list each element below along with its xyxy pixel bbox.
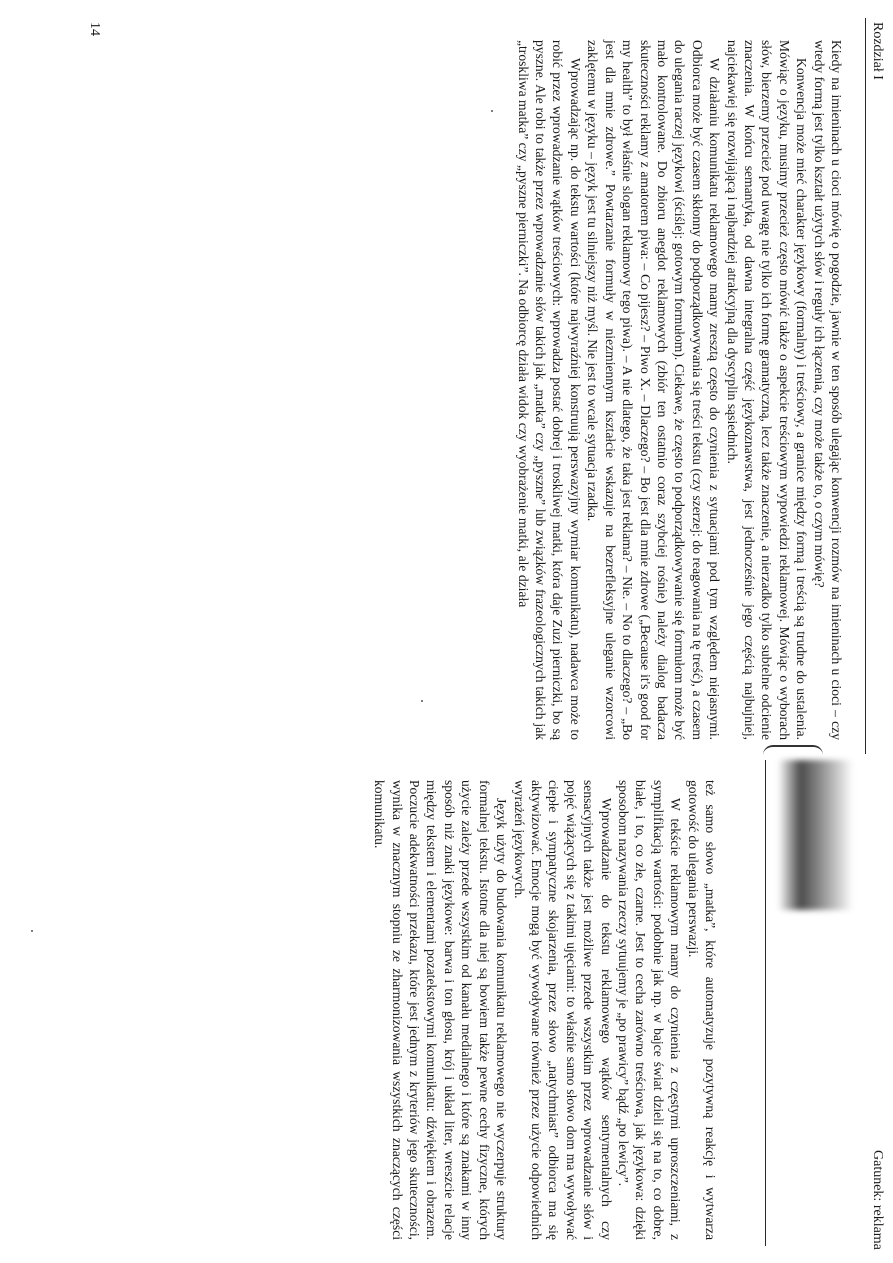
left-paragraph-4: Wprowadzając np. do tekstu wartości (które najwyraźniej konstruują perswazyjny wymiar komunikatu), nadawca może to robić przez wprowadzanie wątków treściowych: wprowadza postać dobrej i troskliwej matki, która daje Zuzi pierniczki, bo są pyszne. Ale robi to także przez wprowadzanie słów takich jak „matka” czy „pyszne” lub związków frazeologicznych takich jak „troskliwa matka” czy „pyszne pierniczki”. Na odbiorcę działa widok czy wyobrażenie matki, ale działa <box>515 40 583 740</box>
left-paragraph-1: Kiedy na imieninach u cioci mówię o pogodzie, jawnie w ten sposób ulegając konwencji rozmów na imieninach u cioci – czy wtedy formą jest tylko kształt użytych słów i reguły ich łączenia, czy może także to, o czym mówię? <box>811 40 844 740</box>
scan-speck <box>31 930 33 932</box>
book-spine-curve <box>763 745 823 761</box>
right-paragraph-2: W tekście reklamowym mamy do czynienia z częstymi uproszczeniami, z symplifikacją wartości: podobnie jak np. w bajce świat dzieli się na to, co dobre, białe, i to, co złe, czarne. Jest to cecha zarówno treściowa, jak językowa: dzięki sposobom nazywania rzeczy sytuujemy je „po prawicy” bądź „po lewicy”. <box>615 780 684 1240</box>
left-running-head: Rozdział I <box>870 22 885 80</box>
page-number: 14 <box>87 22 102 36</box>
left-page-body <box>514 40 845 740</box>
right-page-body <box>371 780 719 1240</box>
scan-speck <box>491 110 493 112</box>
scan-speck <box>421 700 423 702</box>
left-paragraph-3: W działaniu komunikatu reklamowego mamy zresztą często do czynienia z sytuacjami pod tym względem niejasnymi. Odbiorca może być czasem skłonny do podporządkowywania się treści tekstu (czy szerzej: do reagowania na tę treść), a czasem do ulegania raczej językowi (ściślej: gotowym formułom). Ciekawe, że często to podporządkowywanie się formułom może być mało kontrolowane. Do zbioru anegdot reklamowych (zbiór ten ostatnio coraz szybciej rośnie) należy dialog badacza skuteczności reklamy z amatorem piwa: – Co pijesz? – Piwo X. – Dlaczego? – Bo jest dla mnie zdrowe („Because it's good for my health” to był właśnie slogan reklamowy tego piwa). – A nie dlatego, że taka jest reklama? – Nie. – No to dlaczego? – „Bo jest dla mnie zdrowe.” Powtarzanie formuły w niezmiennym kształcie wskazuje na bezrefleksyjne uleganie wzorcowi zaklętemu w języku – język jest tu silniejszy niż myśl. Nie jest to wcale sytuacja rzadka. <box>585 40 723 740</box>
left-header-rule <box>865 18 866 754</box>
right-paragraph-3: Wprowadzanie do tekstu reklamowego wątków sentymentalnych czy sensacyjnych także jest możliwe przede wszystkim przez wprowadzanie słów i pojęć wiążących się z takimi ujęciami: to właśnie samo słowo dom ma wywoływać ciepłe i sympatyczne skojarzenia, przez słowo „natychmiast” odbiorca ma się aktywizować. Emocje mogą być wywoływane również przez użycie odpowiednich wyrażeń językowych. <box>511 780 614 1240</box>
right-paragraph-1: też samo słowo „matka”, które automatyzuje pozytywną reakcję i wytwarza gotowość do ulegania perswazji. <box>685 780 718 1240</box>
scan-shadow <box>778 760 853 910</box>
right-paragraph-4: Język użyty do budowania komunikatu reklamowego nie wyczerpuje struktury formalnej tekstu. Istotne dla niej są bowiem także pewne cechy fizyczne, których użycie zależy przede wszystkim od kanału medialnego i które są znakami w inny sposób niż znaki językowe: barwa i ton głosu, krój i układ liter, wreszcie relacje między tekstem i elementami pozatekstowymi komunikatu: dźwiękiem i obrazem. Poczucie adekwatności przekazu, które jest jednym z kryteriów jego skuteczności, wynika w znacznym stopniu ze zharmonizowania wszystkich znaczących części komunikatu. <box>372 780 510 1240</box>
right-header-rule <box>765 760 766 1246</box>
right-running-head: Gatunek: reklama <box>870 1150 885 1250</box>
left-paragraph-2: Konwencja może mieć charakter językowy (formalny) i treściowy, a granice między formą i treścią są trudne do ustalenia. Mówiąc o języku, musimy przecież często mówić także o aspekcie treściowym wypowiedzi reklamowej. Mówiąc o wyborach słów, bierzemy przecież pod uwagę nie tylko ich formę gramatyczną, lecz także znaczenie, a nierzadko tylko subtelne odcienie znaczenia. W końcu semantyka, od dawna integralna część językoznawstwa, jest jednocześnie jego częścią najbujniej, najciekawiej się rozwijającą i najbardziej atrakcyjną dla dyscyplin sąsiednich. <box>724 40 810 740</box>
